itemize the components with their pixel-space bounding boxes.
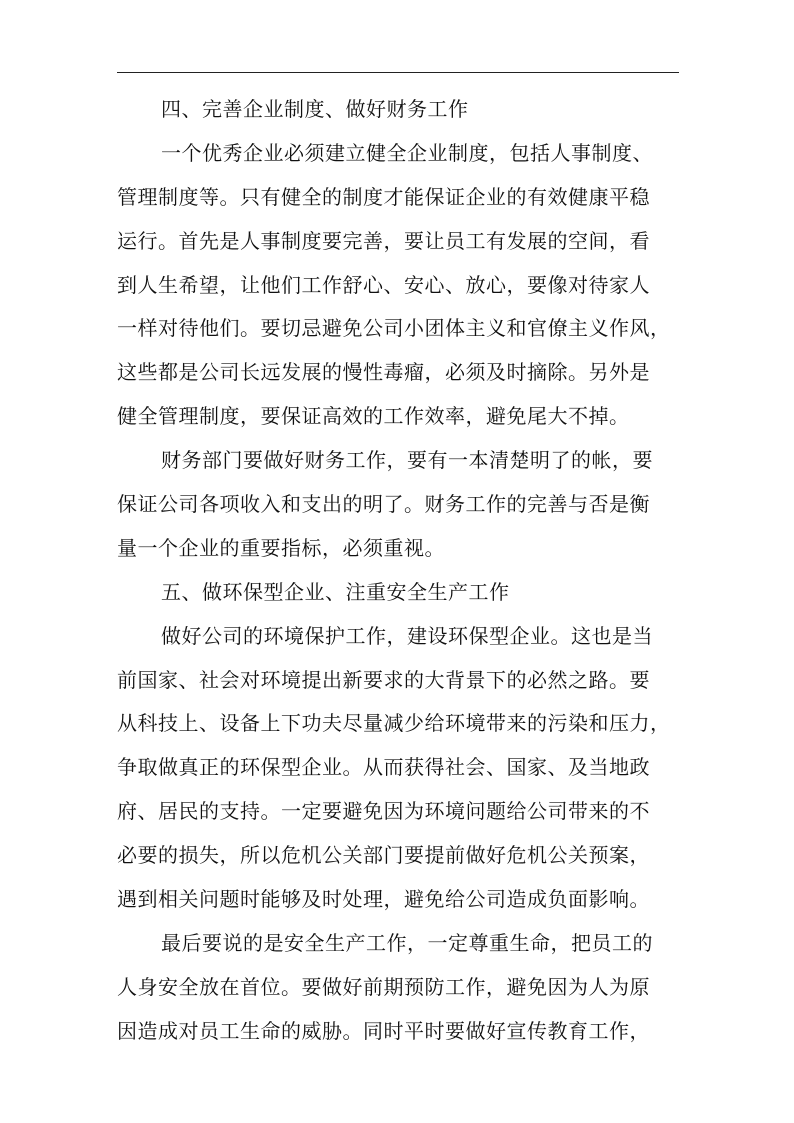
header-rule	[117, 72, 679, 73]
text-line: 从科技上、设备上下功夫尽量减少给环境带来的污染和压力，	[117, 711, 671, 736]
text-line: 管理制度等。只有健全的制度才能保证企业的有效健康平稳	[117, 184, 650, 209]
text-line: 量一个企业的重要指标，必须重视。	[117, 535, 445, 560]
text-line: 一个优秀企业必须建立健全企业制度，包括人事制度、	[161, 140, 653, 165]
section-heading-five: 五、做环保型企业、注重安全生产工作	[161, 579, 510, 604]
text-line: 人身安全放在首位。要做好前期预防工作，避免因为人为原	[117, 974, 650, 999]
text-line: 府、居民的支持。一定要避免因为环境问题给公司带来的不	[117, 799, 650, 824]
text-line: 运行。首先是人事制度要完善，要让员工有发展的空间，看	[117, 228, 650, 253]
text-line: 保证公司各项收入和支出的明了。财务工作的完善与否是衡	[117, 492, 650, 517]
section-heading-four: 四、完善企业制度、做好财务工作	[161, 97, 469, 121]
text-line: 必要的损失，所以危机公关部门要提前做好危机公关预案，	[117, 843, 650, 868]
document-body	[117, 88, 687, 1054]
text-line: 最后要说的是安全生产工作，一定尊重生命，把员工的	[161, 930, 653, 955]
text-line: 这些都是公司长远发展的慢性毒瘤，必须及时摘除。另外是	[117, 360, 650, 385]
text-line: 做好公司的环境保护工作，建设环保型企业。这也是当	[161, 623, 653, 648]
text-line: 健全管理制度，要保证高效的工作效率，避免尾大不掉。	[117, 404, 630, 429]
text-line: 前国家、社会对环境提出新要求的大背景下的必然之路。要	[117, 667, 650, 692]
text-line: 到人生希望，让他们工作舒心、安心、放心，要像对待家人	[117, 272, 650, 297]
text-line: 一样对待他们。要切忌避免公司小团体主义和官僚主义作风，	[117, 316, 671, 341]
text-line: 因造成对员工生命的威胁。同时平时要做好宣传教育工作，	[117, 1018, 650, 1043]
text-line: 遇到相关问题时能够及时处理，避免给公司造成负面影响。	[117, 887, 650, 912]
text-line: 财务部门要做好财务工作，要有一本清楚明了的帐，要	[161, 448, 653, 473]
text-line: 争取做真正的环保型企业。从而获得社会、国家、及当地政	[117, 755, 650, 780]
